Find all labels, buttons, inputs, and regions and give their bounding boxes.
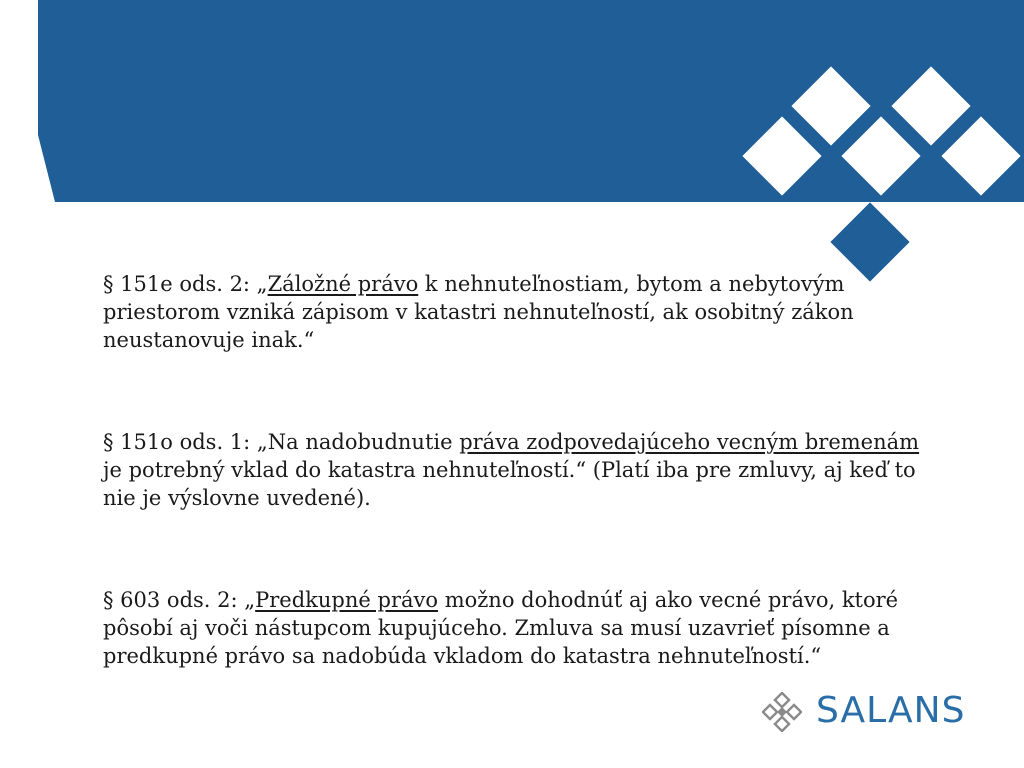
paragraph-text: možno dohodnúť aj ako vecné právo, ktoré pôsobí aj voči nástupcom kupujúceho. Zmluva sa musí uzavrieť písomne a predkupné právo sa nadobúda vkladom do katastra nehnuteľností.“ (103, 588, 899, 668)
paragraph (103, 586, 933, 670)
underlined-term: Predkupné právo (255, 588, 439, 612)
paragraph-prefix: § 151e ods. 2: „ (103, 272, 268, 296)
paragraph (103, 428, 933, 512)
paragraph-text: je potrebný vklad do katastra nehnuteľností.“ (Platí iba pre zmluvy, aj keď to nie je výslovne uvedené). (103, 458, 916, 510)
underlined-term: práva zodpovedajúceho vecným bremenám (459, 430, 920, 454)
diamond-cluster-icon (762, 692, 802, 732)
paragraph (103, 270, 933, 354)
slide-content (103, 270, 933, 670)
underlined-term: Záložné právo (267, 272, 419, 296)
paragraph-prefix: § 603 ods. 2: „ (103, 588, 256, 612)
logo-wordmark: SALANS (816, 690, 966, 731)
paragraph-prefix: § 151o ods. 1: „Na nadobudnutie (103, 430, 460, 454)
salans-logo (762, 692, 1002, 732)
paragraph-text: k nehnuteľnostiam, bytom a nebytovým priestorom vzniká zápisom v katastri nehnuteľností, ak osobitný zákon neustanovuje inak.“ (103, 272, 854, 352)
